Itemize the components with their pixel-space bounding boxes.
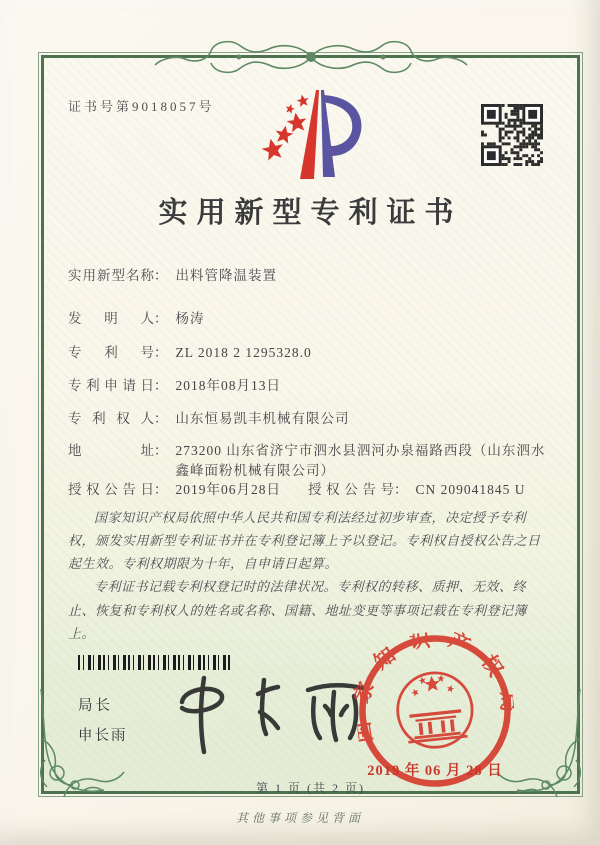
certificate-number: 证书号第9018057号	[68, 99, 215, 114]
page-number: 第 1 页 (共 2 页)	[256, 781, 365, 795]
field-row-inventor	[68, 309, 551, 329]
field-value: 273200 山东省济宁市泗水县泗河办泉福路西段（山东泗水鑫峰面粉机械有限公司）	[175, 443, 546, 478]
field-row-filing-date	[68, 376, 551, 396]
field-value: 出料管降温装置	[175, 268, 277, 283]
body-paragraph: 专利证书记载专利权登记时的法律状况。专利权的转移、质押、无效、终止、恢复和专利权人的姓名或名称、国籍、地址变更等事项记载在专利登记簿上。	[68, 579, 528, 641]
field-value: 2019年06月28日	[175, 482, 281, 497]
statutory-text	[68, 506, 545, 645]
body-paragraph: 国家知识产权局依照中华人民共和国专利法经过初步审查，决定授予专利权，颁发实用新型专利证书并在专利登记簿上予以登记。专利权自授权公告之日起生效。专利权期限为十年，自申请日起算。	[68, 510, 541, 572]
certificate-body	[41, 55, 580, 794]
field-label: 专利权人：	[68, 411, 168, 426]
barcode	[78, 655, 230, 670]
certificate-frame	[38, 52, 583, 797]
field-label: 地址：	[68, 443, 168, 458]
field-row-patent-no	[68, 343, 551, 363]
national-emblem	[394, 669, 476, 751]
field-label: 实用新型名称：	[68, 268, 168, 283]
field-value: CN 209041845 U	[415, 482, 526, 497]
field-label: 专利申请日：	[68, 378, 168, 393]
back-side-note: 其他事项参见背面	[235, 811, 364, 825]
seal-text: 国家知识产权局	[349, 627, 520, 744]
logo-stars	[260, 94, 310, 162]
field-label: 专利号：	[68, 345, 168, 360]
field-row-patentee	[68, 409, 551, 429]
commissioner-title: 局长	[78, 698, 113, 714]
field-label: 授权公告日：	[68, 482, 168, 497]
field-row-name	[68, 266, 551, 286]
field-label: 发明人：	[68, 311, 168, 326]
seal-date: 2019 年 06 月 28 日	[367, 763, 503, 779]
field-value: ZL 2018 2 1295328.0	[175, 345, 312, 360]
field-value: 2018年08月13日	[175, 378, 281, 393]
field-label: 授权公告号：	[308, 482, 408, 497]
commissioner-name: 申长雨	[78, 728, 128, 744]
qr-code	[481, 104, 543, 166]
cnipa-logo	[256, 86, 366, 186]
commissioner-signature	[166, 672, 381, 757]
field-row-grant	[68, 480, 551, 500]
certificate-title: 实用新型专利证书	[158, 197, 463, 229]
field-value: 山东恒易凯丰机械有限公司	[175, 411, 350, 426]
field-value: 杨涛	[175, 311, 205, 326]
top-border-ornament	[151, 34, 471, 80]
field-row-address	[68, 441, 551, 480]
